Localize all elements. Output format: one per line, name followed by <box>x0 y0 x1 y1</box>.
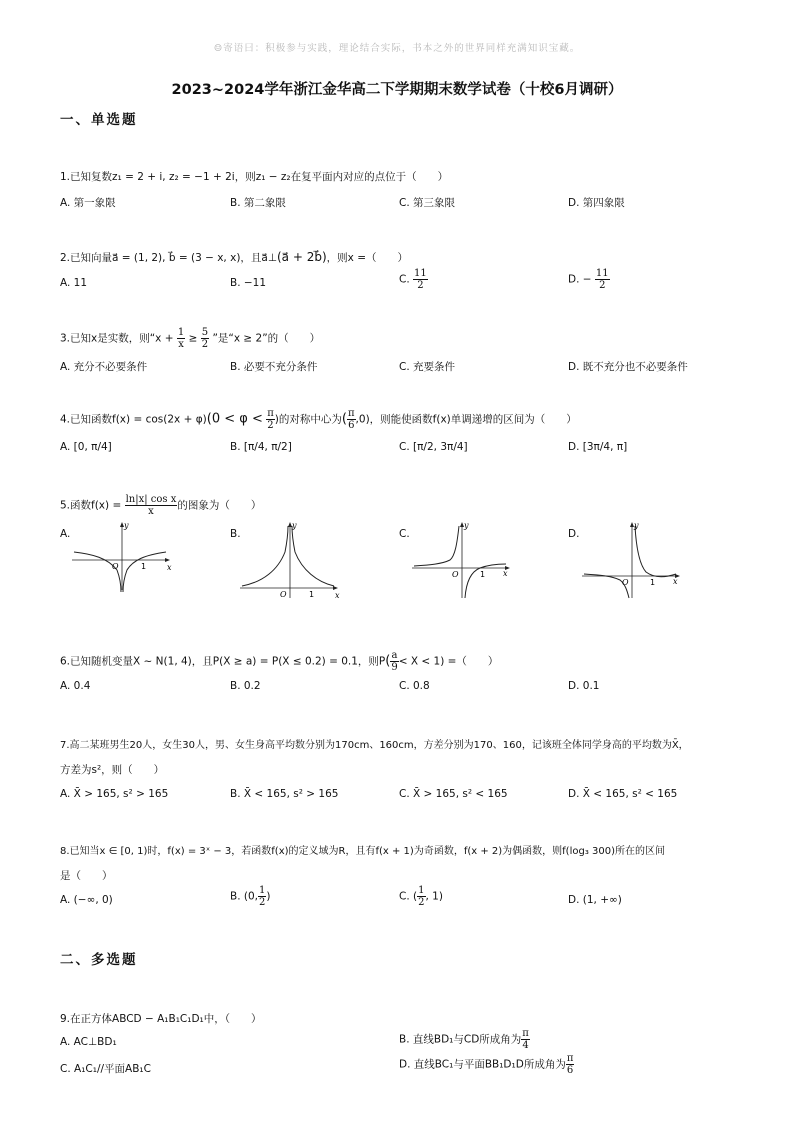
q9-b-text: B. 直线BD₁与CD所成角为 <box>399 1033 522 1046</box>
origin-label: O <box>280 590 287 599</box>
q5-graph-c <box>410 518 515 600</box>
q2-d-den: 2 <box>599 280 606 291</box>
q3-f2-num: 5 <box>201 327 209 338</box>
y-label: y <box>292 521 297 530</box>
q8-option-d: D. (1, +∞) <box>568 894 622 906</box>
q6-stem-a: 6.已知随机变量X ~ N(1, 4)，且P(X ≥ a) = P(X ≤ 0.2) = 0.1，则P <box>60 655 386 668</box>
q6-stem-c: < X < 1) =（ ） <box>398 655 499 668</box>
q5-graph-b <box>238 518 343 600</box>
curve-right <box>292 526 334 586</box>
one-label: 1 <box>141 562 147 571</box>
curve-left <box>74 552 121 592</box>
q1-option-c: C. 第三象限 <box>399 197 456 209</box>
q2-d-num: 11 <box>595 268 609 279</box>
q3-stem-c: ”是“x ≥ 2”的（ ） <box>212 332 321 345</box>
q8-c-den: 2 <box>418 897 425 908</box>
q7-option-b: B. X̄ < 165, s² > 165 <box>230 788 339 800</box>
header-note: ☺寄语曰：积极参与实践，理论结合实际，书本之外的世界同样充满知识宝藏。 <box>213 43 581 54</box>
q8-option-a: A. (−∞, 0) <box>60 894 113 906</box>
q1-option-d: D. 第四象限 <box>568 197 625 209</box>
q3-f2-den: 2 <box>201 339 209 350</box>
q4-stem-a: 4.已知函数f(x) = cos(2x + φ) <box>60 413 207 426</box>
q4-option-d: D. [3π/4, π] <box>568 441 628 453</box>
question-1-stem: 1.已知复数z₁ = 2 + i, z₂ = −1 + 2i，则z₁ − z₂在复平面内对应的点位于（ ） <box>60 171 449 183</box>
q2-option-c <box>399 268 428 291</box>
q5-option-d: D. <box>568 528 580 540</box>
q2-stem-c: ，则x =（ ） <box>326 252 409 264</box>
one-label: 1 <box>650 578 656 587</box>
question-8-stem-line2: 是（ ） <box>60 870 113 882</box>
section-single-choice: 一、单选题 <box>60 112 138 128</box>
q8-option-b <box>230 885 271 908</box>
question-3-stem <box>60 327 320 350</box>
q6-f-den: 9 <box>391 662 398 673</box>
q4-stem-e: ,0)，则能使函数f(x)单调递增的区间为（ ） <box>355 413 577 426</box>
q1-option-b: B. 第二象限 <box>230 197 286 209</box>
q5-stem-b: 的图象为（ ） <box>177 499 262 512</box>
q8-b-prefix: B. <box>230 890 241 903</box>
q3-option-a: A. 充分不必要条件 <box>60 361 148 373</box>
q2-option-b: B. −11 <box>230 277 267 289</box>
curve-left <box>414 526 459 566</box>
page-title: 2023~2024学年浙江金华高二下学期期末数学试卷（十校6月调研） <box>171 82 623 98</box>
q4-option-c: C. [π/2, 3π/4] <box>399 441 468 453</box>
origin-label: O <box>452 570 459 579</box>
q1-option-a: A. 第一象限 <box>60 197 116 209</box>
q4-stem-c: )的对称中心为 <box>274 413 342 426</box>
q2-c-prefix: C. <box>399 273 410 286</box>
question-5-stem <box>60 494 261 517</box>
q9-option-a: A. AC⊥BD₁ <box>60 1036 117 1048</box>
q2-stem-b: (a⃗ + 2b⃗) <box>277 250 327 264</box>
q5-option-a: A. <box>60 528 71 540</box>
q6-option-d: D. 0.1 <box>568 680 600 692</box>
q6-option-a: A. 0.4 <box>60 680 91 692</box>
q3-f1-num: 1 <box>177 327 185 338</box>
curve-right <box>465 564 506 598</box>
q8-b-den: 2 <box>259 897 266 908</box>
q6-stem-b: ( <box>385 653 391 669</box>
q2-c-num: 11 <box>414 268 427 279</box>
x-label: x <box>673 577 678 586</box>
q3-stem-a: 3.已知x是实数，则“x + <box>60 332 174 345</box>
curve-right <box>635 526 676 577</box>
one-label: 1 <box>309 590 315 599</box>
y-label: y <box>634 521 639 530</box>
q3-f1-den: x <box>178 339 184 350</box>
y-label: y <box>464 521 469 530</box>
origin-label: O <box>622 578 629 587</box>
q9-option-b <box>399 1028 530 1051</box>
curve-left <box>242 526 288 586</box>
q4-option-a: A. [0, π/4] <box>60 441 112 453</box>
q2-stem-a: 2.已知向量a⃗ = (1, 2), b⃗ = (3 − x, x)，且a⃗⊥ <box>60 252 277 264</box>
q5-graph-a <box>70 518 175 593</box>
y-label: y <box>124 521 129 530</box>
q6-option-c: C. 0.8 <box>399 680 430 692</box>
one-label: 1 <box>480 570 486 579</box>
q9-d-text: D. 直线BC₁与平面BB₁D₁D所成角为 <box>399 1058 566 1071</box>
question-9-stem: 9.在正方体ABCD − A₁B₁C₁D₁中，（ ） <box>60 1013 262 1025</box>
q3-option-d: D. 既不充分也不必要条件 <box>568 361 688 373</box>
x-label: x <box>503 569 508 578</box>
q4-f2-num: π <box>347 408 355 419</box>
section-multi-choice: 二、多选题 <box>60 952 138 968</box>
x-label: x <box>335 591 340 600</box>
q2-d-prefix: D. − <box>568 273 592 286</box>
q8-c-num: 1 <box>418 885 425 896</box>
q8-c-prefix: C. <box>399 890 410 903</box>
q5-stem-a: 5.函数f(x) = <box>60 499 122 512</box>
q9-b-num: π <box>522 1028 529 1039</box>
q8-c-close: , 1) <box>425 890 443 903</box>
curve-right <box>123 552 166 592</box>
q9-option-c: C. A₁C₁//平面AB₁C <box>60 1063 151 1075</box>
question-6-stem <box>60 650 498 673</box>
q4-stem-d: ( <box>341 411 347 427</box>
q7-option-d: D. X̄ < 165, s² < 165 <box>568 788 678 800</box>
q5-option-c: C. <box>399 528 410 540</box>
q3-option-c: C. 充要条件 <box>399 361 456 373</box>
question-2-stem <box>60 250 408 265</box>
q5-f-num: ln|x| cos x <box>125 494 177 505</box>
q7-option-c: C. X̄ > 165, s² < 165 <box>399 788 508 800</box>
q9-d-num: π <box>566 1053 574 1064</box>
x-label: x <box>167 563 172 572</box>
q2-option-d <box>568 268 610 291</box>
x-axis-arrow <box>333 586 338 590</box>
q4-stem-b: (0 < φ < <box>206 411 263 427</box>
q4-f1-num: π <box>267 408 274 419</box>
q5-graph-d <box>580 518 685 600</box>
q8-option-c <box>399 885 443 908</box>
q9-d-den: 6 <box>566 1065 574 1076</box>
q2-c-den: 2 <box>417 280 424 291</box>
q6-f-num: a <box>391 650 398 661</box>
q3-stem-b: ≥ <box>188 332 198 345</box>
question-8-stem-line1: 8.已知当x ∈ [0, 1)时，f(x) = 3ˣ − 3，若函数f(x)的定义域为R，且有f(x + 1)为奇函数，f(x + 2)为偶函数，则f(log₃ 300)所在的区间 <box>60 846 665 857</box>
q2-option-a: A. 11 <box>60 277 88 289</box>
origin-label: O <box>112 562 119 571</box>
q8-b-close: ) <box>266 890 271 903</box>
q9-option-d <box>399 1053 574 1076</box>
q8-b-open: (0, <box>243 890 259 903</box>
question-7-stem-line2: 方差为s²，则（ ） <box>60 764 165 776</box>
q5-option-b: B. <box>230 528 241 540</box>
q9-b-den: 4 <box>522 1040 529 1051</box>
x-axis-arrow <box>165 558 170 562</box>
q8-c-open: ( <box>413 890 418 903</box>
q3-option-b: B. 必要不充分条件 <box>230 361 318 373</box>
q4-option-b: B. [π/4, π/2] <box>230 441 292 453</box>
q7-option-a: A. X̄ > 165, s² > 165 <box>60 788 169 800</box>
q8-b-num: 1 <box>259 885 266 896</box>
q4-f1-den: 2 <box>267 420 274 431</box>
question-7-stem-line1: 7.高二某班男生20人，女生30人，男、女生身高平均数分别为170cm、160cm，方差分别为170、160，记该班全体同学身高的平均数为X̄， <box>60 740 689 751</box>
q6-option-b: B. 0.2 <box>230 680 261 692</box>
question-4-stem <box>60 408 577 431</box>
q5-f-den: x <box>148 506 154 517</box>
q4-f2-den: 6 <box>348 420 355 431</box>
